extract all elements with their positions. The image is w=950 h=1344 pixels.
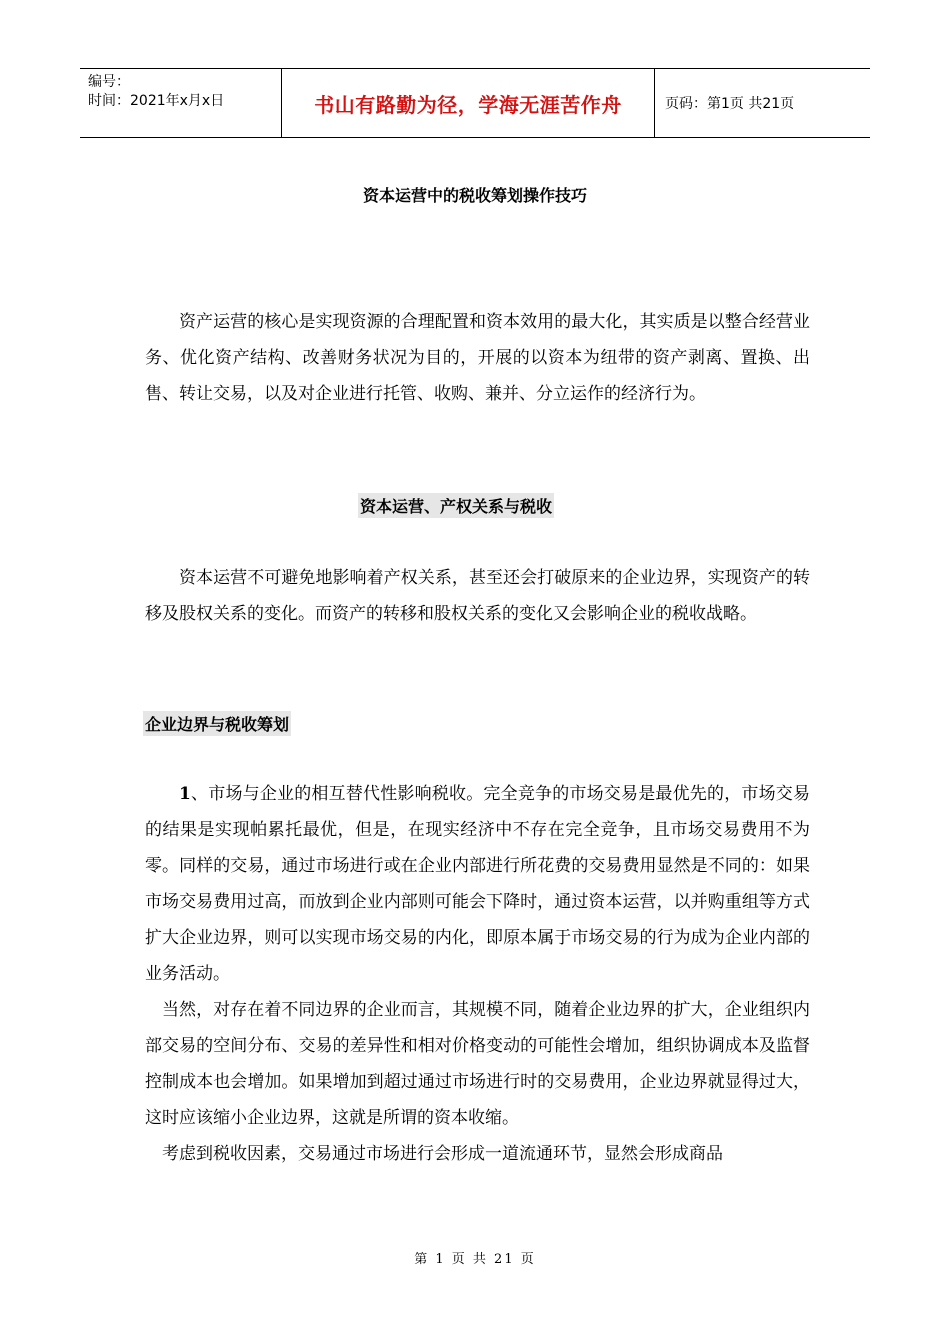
header-page-info: 页码：第1页 共21页 [665, 96, 795, 112]
section-heading-capital-property: 资本运营、产权关系与税收 [358, 493, 554, 518]
item1-text: 、市场与企业的相互替代性影响税收。完全竞争的市场交易是最优先的，市场交易的结果是实现帕累托最优，但是，在现实经济中不存在完全竞争，且市场交易费用不为零。同样的交易，通过市场进行或在企业内部进行所花费的交易费用显然是不同的：如果市场交易费用过高，而放到企业内部则可能会下降时，通过资本运营，以并购重组等方式扩大企业边界，则可以实现市场交易的内化，即原本属于市场交易的行为成为企业内部的业务活动。 [145, 784, 810, 984]
document-date: 时间：2021年x月x日 [88, 93, 225, 109]
page-header [80, 68, 870, 138]
item-number: 1 [179, 784, 191, 804]
section1-paragraph [145, 560, 810, 632]
page-footer: 第 1 页 共 21 页 [414, 1252, 536, 1267]
section1-text: 资本运营不可避免地影响着产权关系，甚至还会打破原来的企业边界，实现资产的转移及股权关系的变化。而资产的转移和股权关系的变化又会影响企业的税收战略。 [145, 568, 810, 624]
intro-paragraph [145, 304, 810, 412]
document-number-label: 编号： [88, 74, 130, 90]
section2-item1 [145, 776, 810, 992]
section2-para2: 当然，对存在着不同边界的企业而言，其规模不同，随着企业边界的扩大，企业组织内部交易的空间分布、交易的差异性和相对价格变动的可能性会增加，组织协调成本及监督控制成本也会增加。如果增加到超过通过市场进行时的交易费用，企业边界就显得过大，这时应该缩小企业边界，这就是所谓的资本收缩。 [145, 1000, 810, 1128]
section-heading-enterprise-boundary: 企业边界与税收筹划 [143, 711, 291, 736]
header-meta [80, 69, 282, 137]
document-title: 资本运营中的税收筹划操作技巧 [362, 186, 587, 205]
section2-para3: 考虑到税收因素，交易通过市场进行会形成一道流通环节，显然会形成商品 [162, 1144, 723, 1164]
header-motto: 书山有路勤为径，学海无涯苦作舟 [282, 69, 655, 137]
section2-body [145, 776, 810, 1172]
intro-text: 资产运营的核心是实现资源的合理配置和资本效用的最大化，其实质是以整合经营业务、优化资产结构、改善财务状况为目的，开展的以资本为纽带的资产剥离、置换、出售、转让交易，以及对企业进行托管、收购、兼并、分立运作的经济行为。 [145, 312, 810, 404]
